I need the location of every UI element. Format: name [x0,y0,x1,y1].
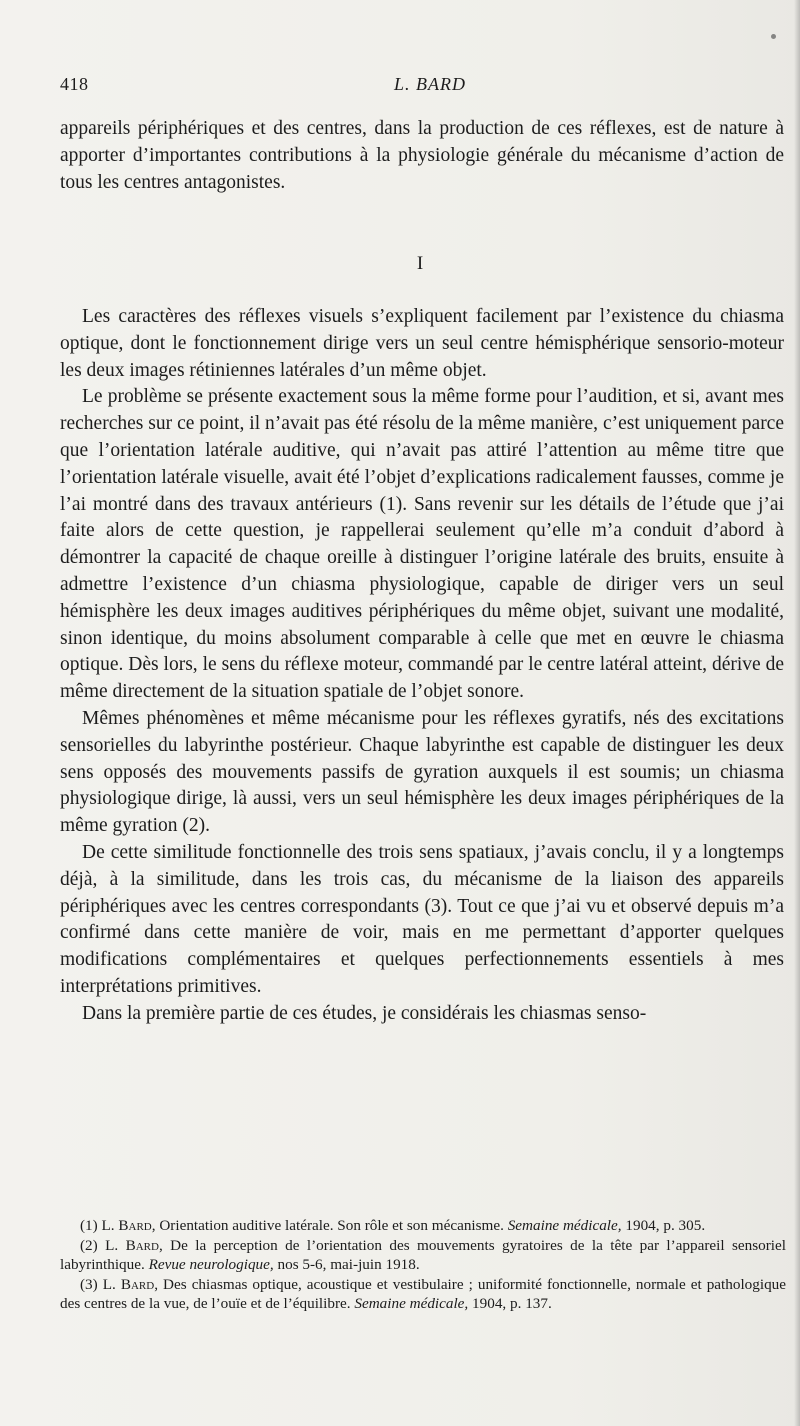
section-numeral: I [416,253,424,274]
footnote-text: De la perception de l’orientation des mouvements gyratoires de la tête par l’appareil sensoriel labyrinthique. [60,1236,786,1274]
page-header [60,74,780,100]
footnote-marker: (1) [80,1217,98,1234]
footnote-journal: Revue neurologique, [148,1256,274,1274]
footnote-journal: Semaine médicale, [507,1217,622,1234]
ink-speck [771,34,776,39]
footnote-citation: 1904, p. 137. [468,1295,552,1313]
footnote-1 [60,1216,786,1236]
footnote-text: Des chiasmas optique, acoustique et vestibulaire ; uniformité fonctionnelle, normale et pathologique des centres de la vue, de l’ouïe et de l’équilibre. [60,1275,787,1313]
footnotes [60,1216,786,1314]
footnote-marker: (2) [80,1236,98,1254]
paragraph-1: Les caractères des réflexes visuels s’expliquent facilement par l’existence du chiasma optique, dont le fonctionnement dirige vers un seul centre hémisphérique sensorio-moteur les deux images rétiniennes latérales d’un même objet. [60,306,784,381]
footnote-marker: (3) [80,1275,98,1293]
intro-paragraph: appareils périphériques et des centres, dans la production de ces réflexes, est de nature à apporter d’importantes contributions à la physiologie générale du mécanisme d’action de tous les centres antagonistes. [60,118,784,193]
footnote-author: L. Bard, [105,1236,163,1254]
footnote-2 [60,1236,786,1275]
footnote-citation: nos 5-6, mai-juin 1918. [273,1256,420,1274]
intro-text [60,116,784,196]
paragraph-4: De cette similitude fonctionnelle des trois sens spatiaux, j’avais conclu, il y a longtemps déjà, à la similitude, dans les trois cas, du mécanisme de la liaison des appareils périphériques avec les centres correspondants (3). Tout ce que j’ai vu et observé depuis m’a confirmé dans cette manière de voir, mais en me permettant d’apporter quelques modifications complémentaires et quelques perfectionnements essentiels à mes interprétations primitives. [60,841,784,997]
footnote-author: L. Bard, [101,1217,156,1234]
paragraph-3: Mêmes phénomènes et même mécanisme pour les réflexes gyratifs, nés des excitations sensorielles du labyrinthe postérieur. Chaque labyrinthe est capable de distinguer les deux sens opposés des mouvements passifs de gyration auxquels il est soumis; un chiasma physiologique dirige, là aussi, vers un seul hémisphère les deux images périphériques de la même gyration (2). [60,707,784,837]
footnote-citation: 1904, p. 305. [621,1217,706,1234]
section-text [60,304,784,1028]
footnote-author: L. Bard, [102,1275,159,1293]
page-number: 418 [60,74,89,94]
paragraph-5: Dans la première partie de ces études, je considérais les chiasmas senso- [82,1002,647,1024]
footnote-journal: Semaine médicale, [354,1295,469,1313]
paragraph-2: Le problème se présente exactement sous la même forme pour l’audition, et si, avant mes recherches sur ce point, il n’avait pas été résolu de la même manière, c’est uniquement parce que l’orientation latérale auditive, qui n’avait pas attiré l’attention au même titre que l’orientation latérale visuelle, avait été l’objet d’explications radicalement fausses, comme je l’ai montré dans des travaux antérieurs (1). Sans revenir sur les détails de l’étude que j’ai faite alors de cette question, je rappellerai seulement qu’elle m’a conduit d’abord à démontrer la capacité de chaque oreille à distinguer l’origine latérale des bruits, ensuite à admettre l’existence d’un chiasma physiologique, capable de diriger vers un seul hémisphère les deux images auditives périphériques du même objet, suivant une modalité, sinon identique, du moins absolument comparable à celle que met en œuvre le chiasma optique. Dès lors, le sens du réflexe moteur, commandé par le centre latéral atteint, dérive de même directement de la situation spatiale de l’objet sonore. [60,386,784,703]
page-edge-shadow [794,0,800,1426]
footnote-3 [60,1275,786,1314]
footnote-text: Orientation auditive latérale. Son rôle et son mécanisme. [155,1217,508,1234]
running-head: L. BARD [394,74,466,94]
